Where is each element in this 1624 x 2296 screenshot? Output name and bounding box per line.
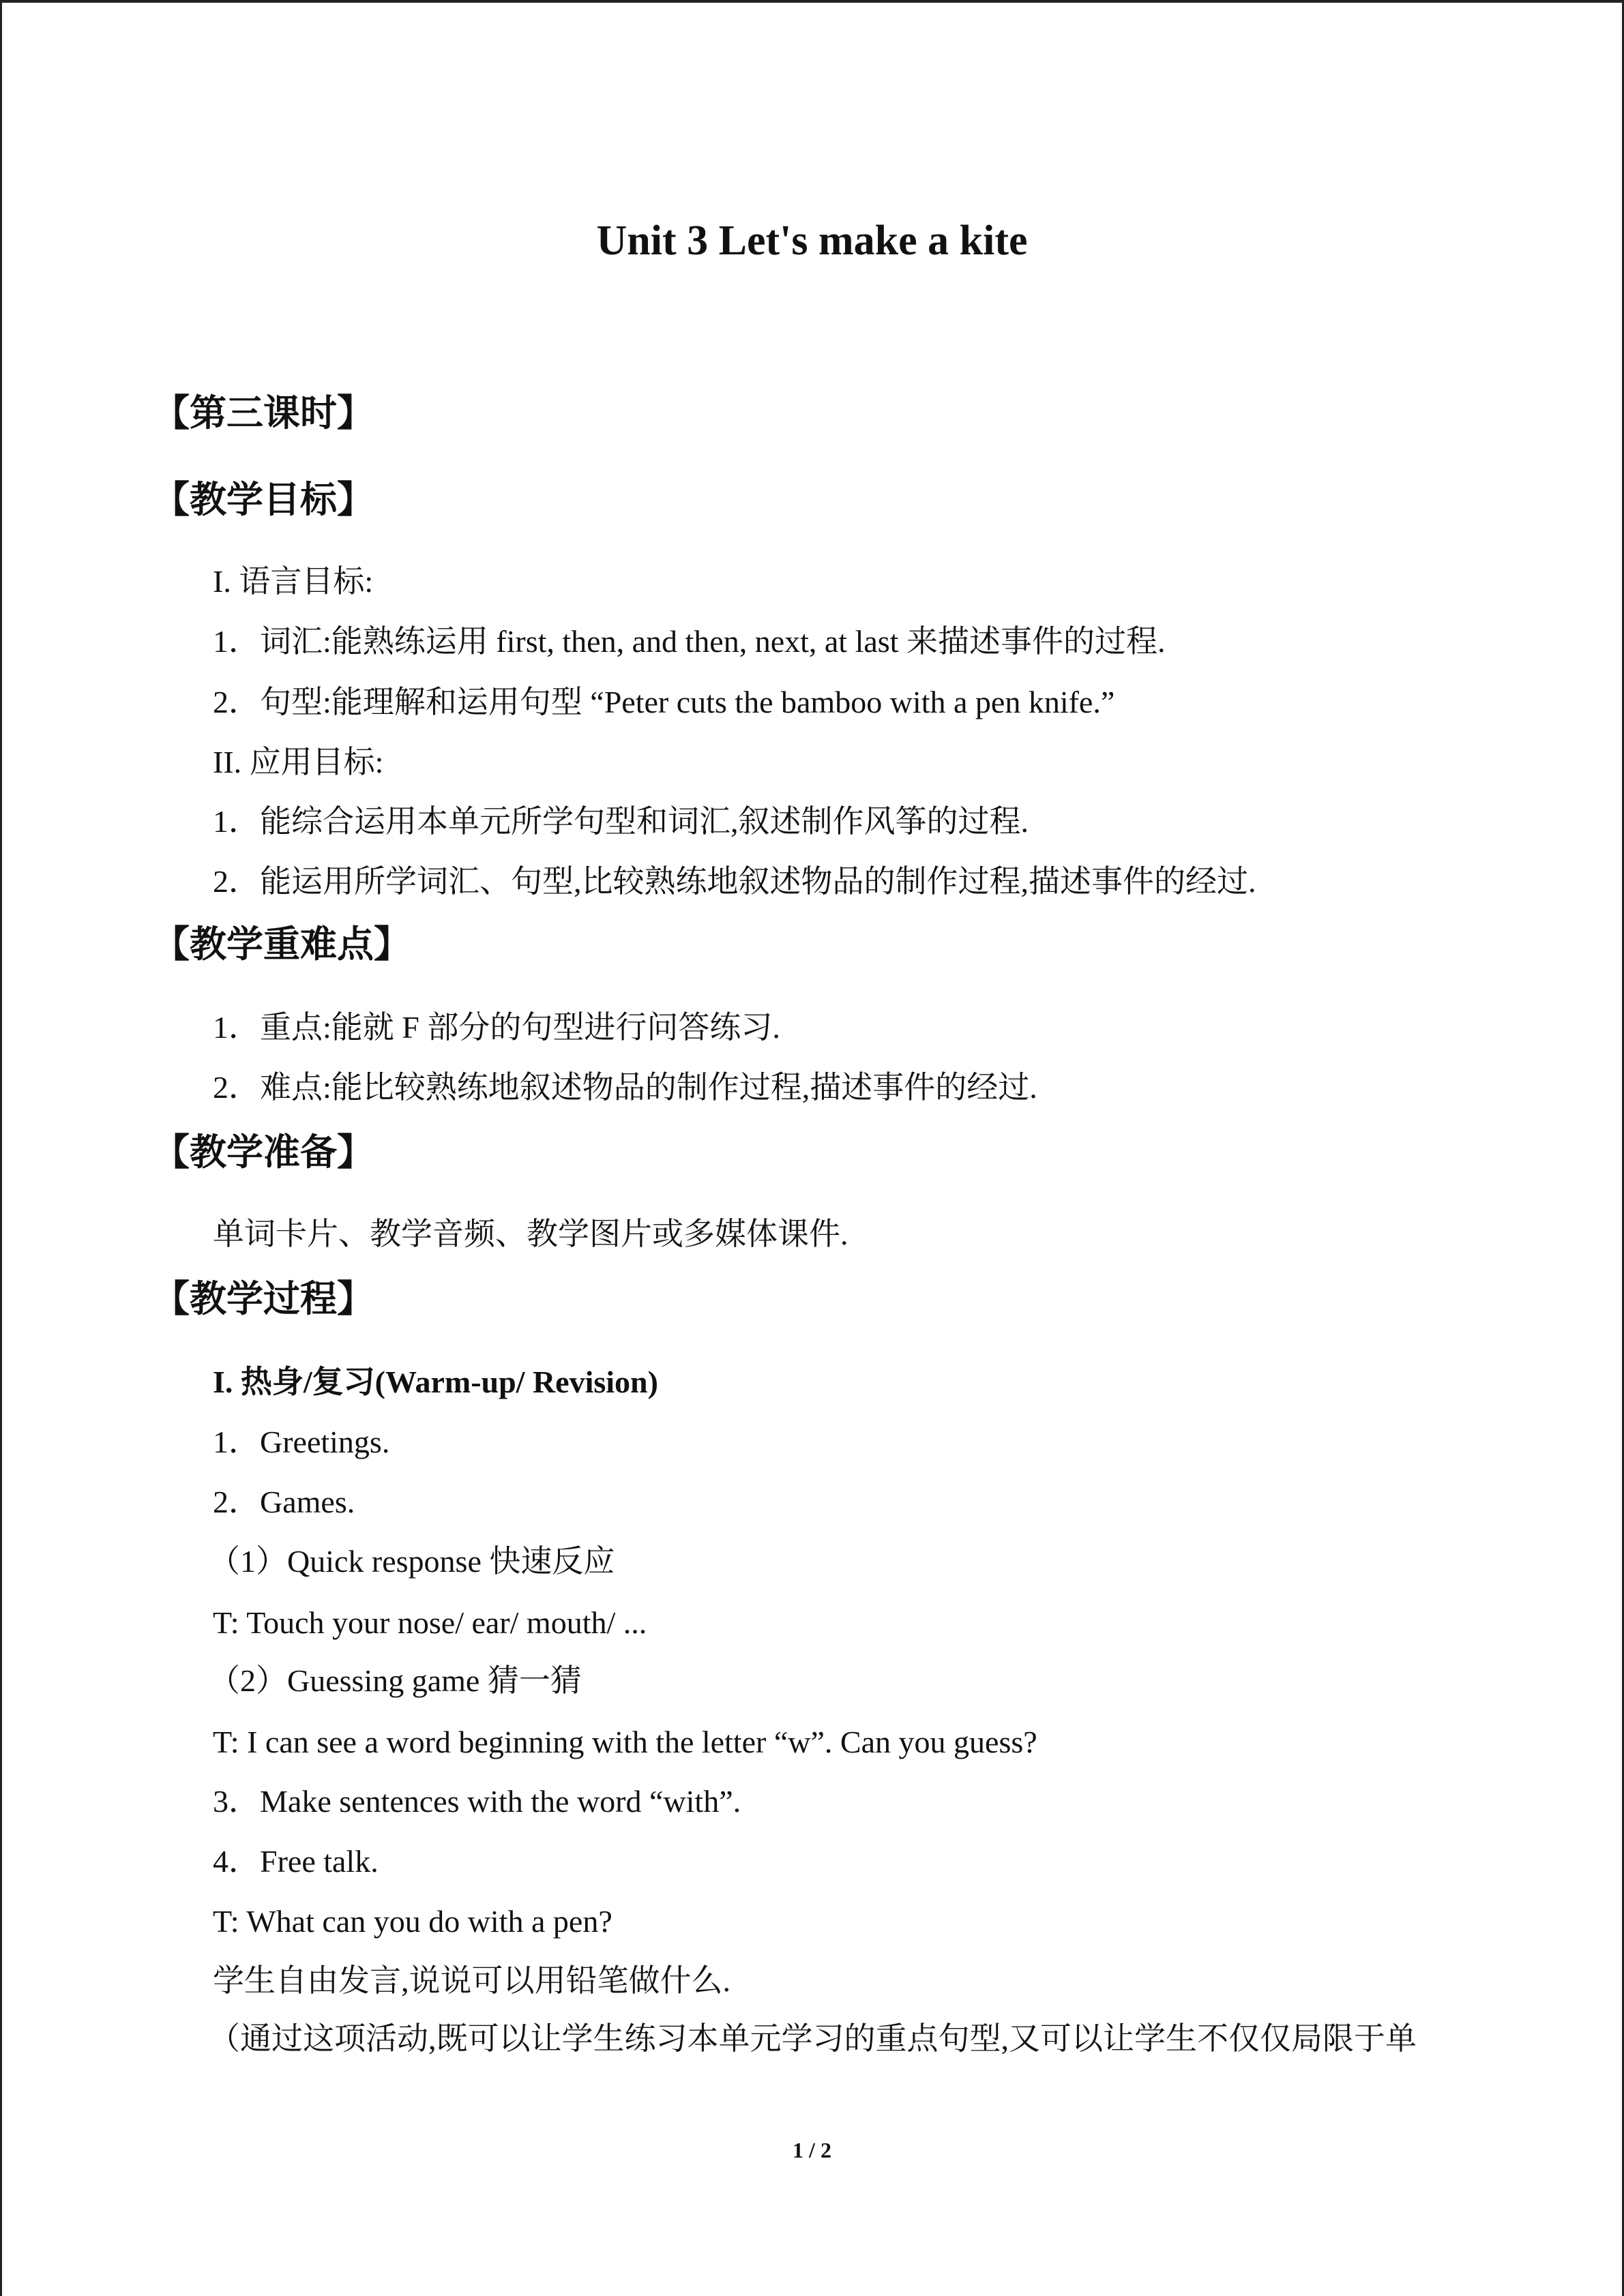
page-left-border (0, 0, 2, 2296)
document-title: Unit 3 Let's make a kite (596, 218, 1028, 264)
process-line: （2）Guessing game 猜一猜 (209, 1663, 582, 1698)
key-point-line: 2．难点:能比较熟练地叙述物品的制作过程,描述事件的经过. (213, 1070, 1037, 1105)
process-line: 学生自由发言,说说可以用铅笔做什么. (213, 1963, 730, 1998)
page-top-border (0, 0, 1624, 3)
process-line: （通过这项活动,既可以让学生练习本单元学习的重点句型,又可以让学生不仅仅局限于单 (209, 2021, 1417, 2056)
objective-line: 1．能综合运用本单元所学句型和词汇,叙述制作风筝的过程. (213, 804, 1029, 839)
process-line: 4．Free talk. (213, 1844, 379, 1879)
objective-line: 2．能运用所学词汇、句型,比较熟练地叙述物品的制作过程,描述事件的经过. (213, 864, 1256, 899)
key-points-heading: 【教学重难点】 (153, 924, 411, 965)
preparation-line: 单词卡片、教学音频、教学图片或多媒体课件. (213, 1217, 848, 1251)
objective-line: I. 语言目标: (213, 564, 374, 599)
process-line: 2．Games. (213, 1485, 355, 1519)
key-point-line: 1．重点:能就 F 部分的句型进行问答练习. (213, 1010, 780, 1045)
objectives-heading: 【教学目标】 (153, 479, 374, 520)
objective-line: 1．词汇:能熟练运用 first, then, and then, next, at last 来描述事件的过程. (213, 624, 1166, 659)
process-heading: 【教学过程】 (153, 1279, 374, 1320)
process-line: 1．Greetings. (213, 1425, 390, 1459)
objective-line: II. 应用目标: (213, 745, 384, 779)
process-line: （1）Quick response 快速反应 (209, 1544, 615, 1579)
preparation-heading: 【教学准备】 (153, 1132, 374, 1173)
process-line: T: I can see a word beginning with the letter “w”. Can you guess? (213, 1725, 1037, 1759)
process-line: T: Touch your nose/ ear/ mouth/ ... (213, 1605, 647, 1640)
process-line: 3．Make sentences with the word “with”. (213, 1784, 741, 1819)
page-number: 1 / 2 (793, 2138, 831, 2162)
lesson-label: 【第三课时】 (153, 393, 374, 434)
process-subheading: I. 热身/复习(Warm-up/ Revision) (213, 1365, 658, 1399)
objective-line: 2．句型:能理解和运用句型 “Peter cuts the bamboo with a pen knife.” (213, 685, 1115, 719)
process-line: T: What can you do with a pen? (213, 1904, 612, 1939)
